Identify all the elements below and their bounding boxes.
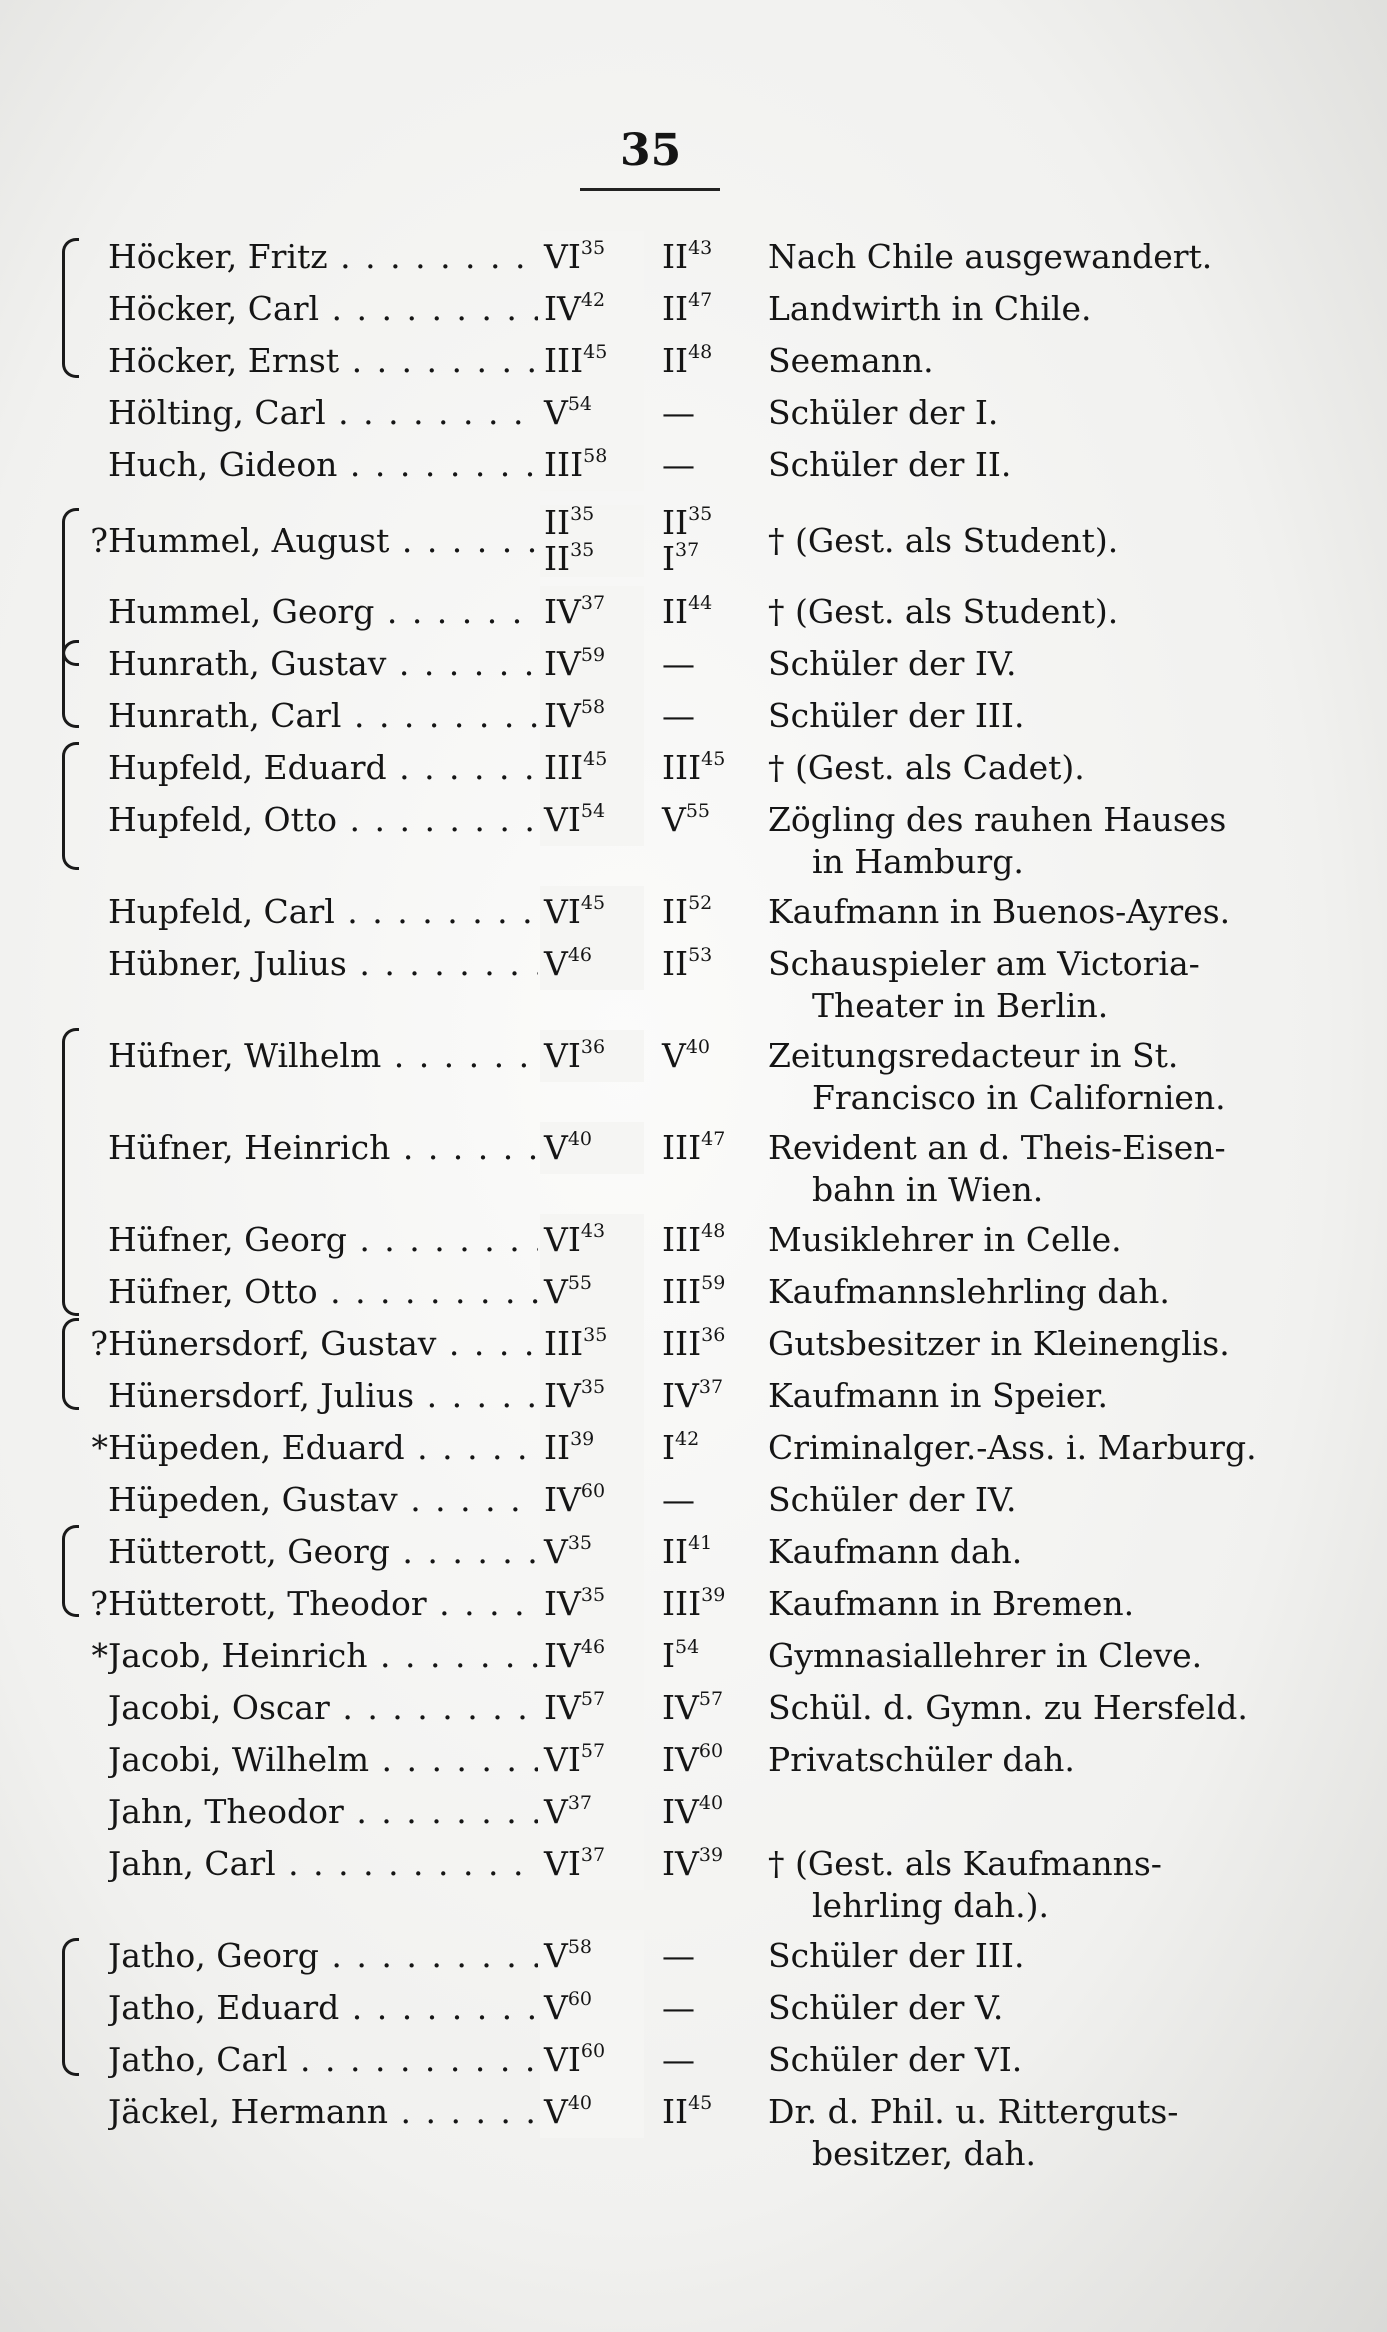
exit-class: IV$^{39}$ — [662, 1844, 724, 1883]
list-item — [0, 1786, 1387, 1838]
list-item — [0, 1630, 1387, 1682]
entry-class: VI$^{37}$ — [540, 1838, 644, 1890]
list-item — [0, 742, 1387, 794]
exit-class: II$^{44}$ — [662, 592, 713, 631]
exit-class: IV$^{37}$ — [662, 1376, 724, 1415]
student-name: Hupfeld, Carl . . . — [108, 886, 538, 938]
list-item — [0, 1318, 1387, 1370]
entry-class: $V^{40}$ — [540, 1122, 644, 1174]
list-item — [0, 1526, 1387, 1578]
remark: Schauspieler am Victoria- — [768, 944, 1200, 983]
entry-class: IV$^{35}$ — [540, 1578, 644, 1630]
remark: Kaufmann dah. — [768, 1532, 1023, 1571]
remark: Nach Chile ausgewandert. — [768, 237, 1213, 276]
exit-class: III$^{45}$ — [662, 748, 726, 787]
remark: Privatschüler dah. — [768, 1740, 1075, 1779]
list-item — [0, 586, 1387, 638]
remark: Kaufmannslehrling dah. — [768, 1272, 1170, 1311]
list-item — [0, 1682, 1387, 1734]
student-name: Hunrath, Carl . . . — [108, 690, 538, 742]
exit-class: — — [662, 696, 695, 735]
student-name: Hummel, Georg . . . — [108, 586, 538, 638]
exit-class: II$^{43}$ — [662, 237, 713, 276]
student-name: Hupfeld, Otto . . . — [108, 794, 538, 846]
remark: Schüler der VI. — [768, 2040, 1023, 2079]
exit-class: — — [662, 393, 695, 432]
entry-class: IV$^{35}$ — [540, 1370, 644, 1422]
student-name: Hüfner, Georg . . . — [108, 1214, 538, 1266]
remark-continuation: besitzer, dah. — [812, 2134, 1036, 2173]
student-name: Hüfner, Wilhelm . . . — [108, 1030, 538, 1082]
list-item — [0, 283, 1387, 335]
list-item — [0, 439, 1387, 491]
student-name: Jatho, Carl . . . — [108, 2034, 538, 2086]
student-name: Jahn, Theodor . . . — [108, 1786, 538, 1838]
remark: Musiklehrer in Celle. — [768, 1220, 1122, 1259]
list-item — [0, 690, 1387, 742]
remark-continuation: in Hamburg. — [812, 842, 1024, 881]
student-name: Hüpeden, Gustav . . . — [108, 1474, 538, 1526]
entry-class: $V^{46}$ — [540, 938, 644, 990]
entry-marker: * — [91, 1636, 108, 1675]
entry-class: IV$^{37}$ — [540, 586, 644, 638]
remark: Schüler der III. — [768, 1936, 1025, 1975]
exit-class: II$^{53}$ — [662, 944, 713, 983]
entry-class: $V^{58}$ — [540, 1930, 644, 1982]
entry-class: IV$^{46}$ — [540, 1630, 644, 1682]
student-name: Hupfeld, Eduard . . . — [108, 742, 538, 794]
entry-class: $V^{55}$ — [540, 1266, 644, 1318]
entry-class: II$^{39}$ — [540, 1422, 644, 1474]
exit-class: III$^{47}$ — [662, 1128, 726, 1167]
student-name: Hüfner, Heinrich . . . — [108, 1122, 538, 1174]
entry-class: IV$^{59}$ — [540, 638, 644, 690]
list-item — [0, 335, 1387, 387]
remark-continuation: Theater in Berlin. — [812, 986, 1109, 1025]
student-name: Hüfner, Otto . . . — [108, 1266, 538, 1318]
remark: † (Gest. als Cadet). — [768, 748, 1085, 787]
entry-class: III$^{45}$ — [540, 335, 644, 387]
entry-class: VI$^{43}$ — [540, 1214, 644, 1266]
page-number: 35 — [620, 125, 682, 176]
student-name: Hünersdorf, Julius . . . — [108, 1370, 538, 1422]
student-name: Jatho, Eduard . . . — [108, 1982, 538, 2034]
remark: Schüler der IV. — [768, 644, 1017, 683]
student-name: Hütterott, Theodor . . . — [108, 1578, 538, 1630]
remark-continuation: lehrling dah.). — [812, 1886, 1049, 1925]
list-item — [0, 1982, 1387, 2034]
remark: † (Gest. als Student). — [768, 592, 1119, 631]
exit-class: $I^{42}$ — [662, 1428, 700, 1467]
entry-marker: ? — [90, 1584, 108, 1623]
exit-class: — — [662, 1480, 695, 1519]
list-item — [0, 1474, 1387, 1526]
list-item — [0, 1122, 1387, 1214]
exit-class: II$^{48}$ — [662, 341, 713, 380]
entry-class: VI$^{60}$ — [540, 2034, 644, 2086]
student-name: Hüpeden, Eduard . . . — [108, 1422, 538, 1474]
remark: Schüler der III. — [768, 696, 1025, 735]
entry-class: IV$^{58}$ — [540, 690, 644, 742]
remark: Schüler der I. — [768, 393, 999, 432]
student-name: Jatho, Georg . . . — [108, 1930, 538, 1982]
student-name: Höcker, Ernst . . . — [108, 335, 538, 387]
remark: Gymnasiallehrer in Cleve. — [768, 1636, 1203, 1675]
entry-class: VI$^{35}$ — [540, 231, 644, 283]
exit-class: II$^{41}$ — [662, 1532, 713, 1571]
remark: Zögling des rauhen Hauses — [768, 800, 1227, 839]
remark: Kaufmann in Bremen. — [768, 1584, 1135, 1623]
remark: Schüler der IV. — [768, 1480, 1017, 1519]
remark: † (Gest. als Student). — [768, 521, 1119, 560]
entry-class: $V^{60}$ — [540, 1982, 644, 2034]
exit-class: II$^{45}$ — [662, 2092, 713, 2131]
entry-class: $V^{54}$ — [540, 387, 644, 439]
remark-continuation: bahn in Wien. — [812, 1170, 1044, 1209]
remark: Zeitungsredacteur in St. — [768, 1036, 1179, 1075]
entry-class: VI$^{57}$ — [540, 1734, 644, 1786]
remark: Landwirth in Chile. — [768, 289, 1092, 328]
exit-class: II$^{52}$ — [662, 892, 713, 931]
exit-class: III$^{48}$ — [662, 1220, 726, 1259]
list-item — [0, 1266, 1387, 1318]
exit-class: — — [662, 445, 695, 484]
header-rule — [580, 188, 720, 191]
entry-marker: ? — [90, 1324, 108, 1363]
exit-class: $I^{54}$ — [662, 1636, 700, 1675]
list-item — [0, 938, 1387, 1030]
student-name: Huch, Gideon . . . — [108, 439, 538, 491]
student-name: Hütterott, Georg . . . — [108, 1526, 538, 1578]
list-item — [0, 794, 1387, 886]
exit-class: — — [662, 2040, 695, 2079]
list-item — [0, 387, 1387, 439]
list-item — [0, 638, 1387, 690]
remark: Dr. d. Phil. u. Ritterguts- — [768, 2092, 1179, 2131]
entry-class: III$^{58}$ — [540, 439, 644, 491]
student-name: Jacobi, Wilhelm . . . — [108, 1734, 538, 1786]
exit-class: — — [662, 1988, 695, 2027]
student-name: Höcker, Carl . . . — [108, 283, 538, 335]
list-item — [0, 1030, 1387, 1122]
entry-class: VI$^{45}$ — [540, 886, 644, 938]
entry-class: VI$^{36}$ — [540, 1030, 644, 1082]
list-item — [0, 2034, 1387, 2086]
entry-class: IV$^{57}$ — [540, 1682, 644, 1734]
remark: † (Gest. als Kaufmanns- — [768, 1844, 1162, 1883]
list-item — [0, 886, 1387, 938]
exit-class: II$^{47}$ — [662, 289, 713, 328]
entry-class: III$^{35}$ — [540, 1318, 644, 1370]
entry-class: II$^{35}$ II$^{35}$ — [540, 505, 644, 577]
list-item — [0, 1214, 1387, 1266]
remark: Seemann. — [768, 341, 934, 380]
entry-class: IV$^{42}$ — [540, 283, 644, 335]
entry-class: III$^{45}$ — [540, 742, 644, 794]
list-item — [0, 2086, 1387, 2178]
remark-continuation: Francisco in Californien. — [812, 1078, 1226, 1117]
entry-marker: ? — [90, 521, 108, 560]
exit-class: II$^{35}$ $I^{37}$ — [662, 503, 713, 578]
exit-class: IV$^{40}$ — [662, 1792, 724, 1831]
remark: Criminalger.-Ass. i. Marburg. — [768, 1428, 1257, 1467]
list-item — [0, 1370, 1387, 1422]
student-name: Hölting, Carl . . . — [108, 387, 538, 439]
student-name: Höcker, Fritz . . . — [108, 231, 538, 283]
exit-class: III$^{36}$ — [662, 1324, 726, 1363]
remark: Schül. d. Gymn. zu Hersfeld. — [768, 1688, 1248, 1727]
student-name: Jacobi, Oscar . . . — [108, 1682, 538, 1734]
list-item — [0, 1734, 1387, 1786]
list-item — [0, 1930, 1387, 1982]
entry-marker: * — [91, 1428, 108, 1467]
remark: Schüler der II. — [768, 445, 1012, 484]
remark: Gutsbesitzer in Kleinenglis. — [768, 1324, 1230, 1363]
exit-class: $V^{55}$ — [662, 800, 711, 839]
student-name: Hummel, August . . . — [108, 515, 538, 567]
entry-class: $V^{40}$ — [540, 2086, 644, 2138]
exit-class: — — [662, 644, 695, 683]
student-name: Hübner, Julius . . . — [108, 938, 538, 990]
exit-class: IV$^{57}$ — [662, 1688, 724, 1727]
exit-class: — — [662, 1936, 695, 1975]
student-name: Jäckel, Hermann . . . — [108, 2086, 538, 2138]
entry-class: VI$^{54}$ — [540, 794, 644, 846]
remark: Kaufmann in Buenos-Ayres. — [768, 892, 1231, 931]
list-item — [0, 1578, 1387, 1630]
remark: Kaufmann in Speier. — [768, 1376, 1109, 1415]
entry-class: $V^{37}$ — [540, 1786, 644, 1838]
student-name: Jacob, Heinrich . . . — [108, 1630, 538, 1682]
student-name: Hunrath, Gustav . . . — [108, 638, 538, 690]
list-item — [0, 231, 1387, 283]
list-item — [0, 1422, 1387, 1474]
remark: Schüler der V. — [768, 1988, 1004, 2027]
student-name: Jahn, Carl . . . — [108, 1838, 538, 1890]
list-item — [0, 505, 1387, 577]
student-name: Hünersdorf, Gustav . . . — [108, 1318, 538, 1370]
entry-class: IV$^{60}$ — [540, 1474, 644, 1526]
entry-class: $V^{35}$ — [540, 1526, 644, 1578]
exit-class: IV$^{60}$ — [662, 1740, 724, 1779]
remark: Revident an d. Theis-Eisen- — [768, 1128, 1226, 1167]
list-item — [0, 1838, 1387, 1930]
exit-class: $V^{40}$ — [662, 1036, 711, 1075]
exit-class: III$^{59}$ — [662, 1272, 726, 1311]
exit-class: III$^{39}$ — [662, 1584, 726, 1623]
